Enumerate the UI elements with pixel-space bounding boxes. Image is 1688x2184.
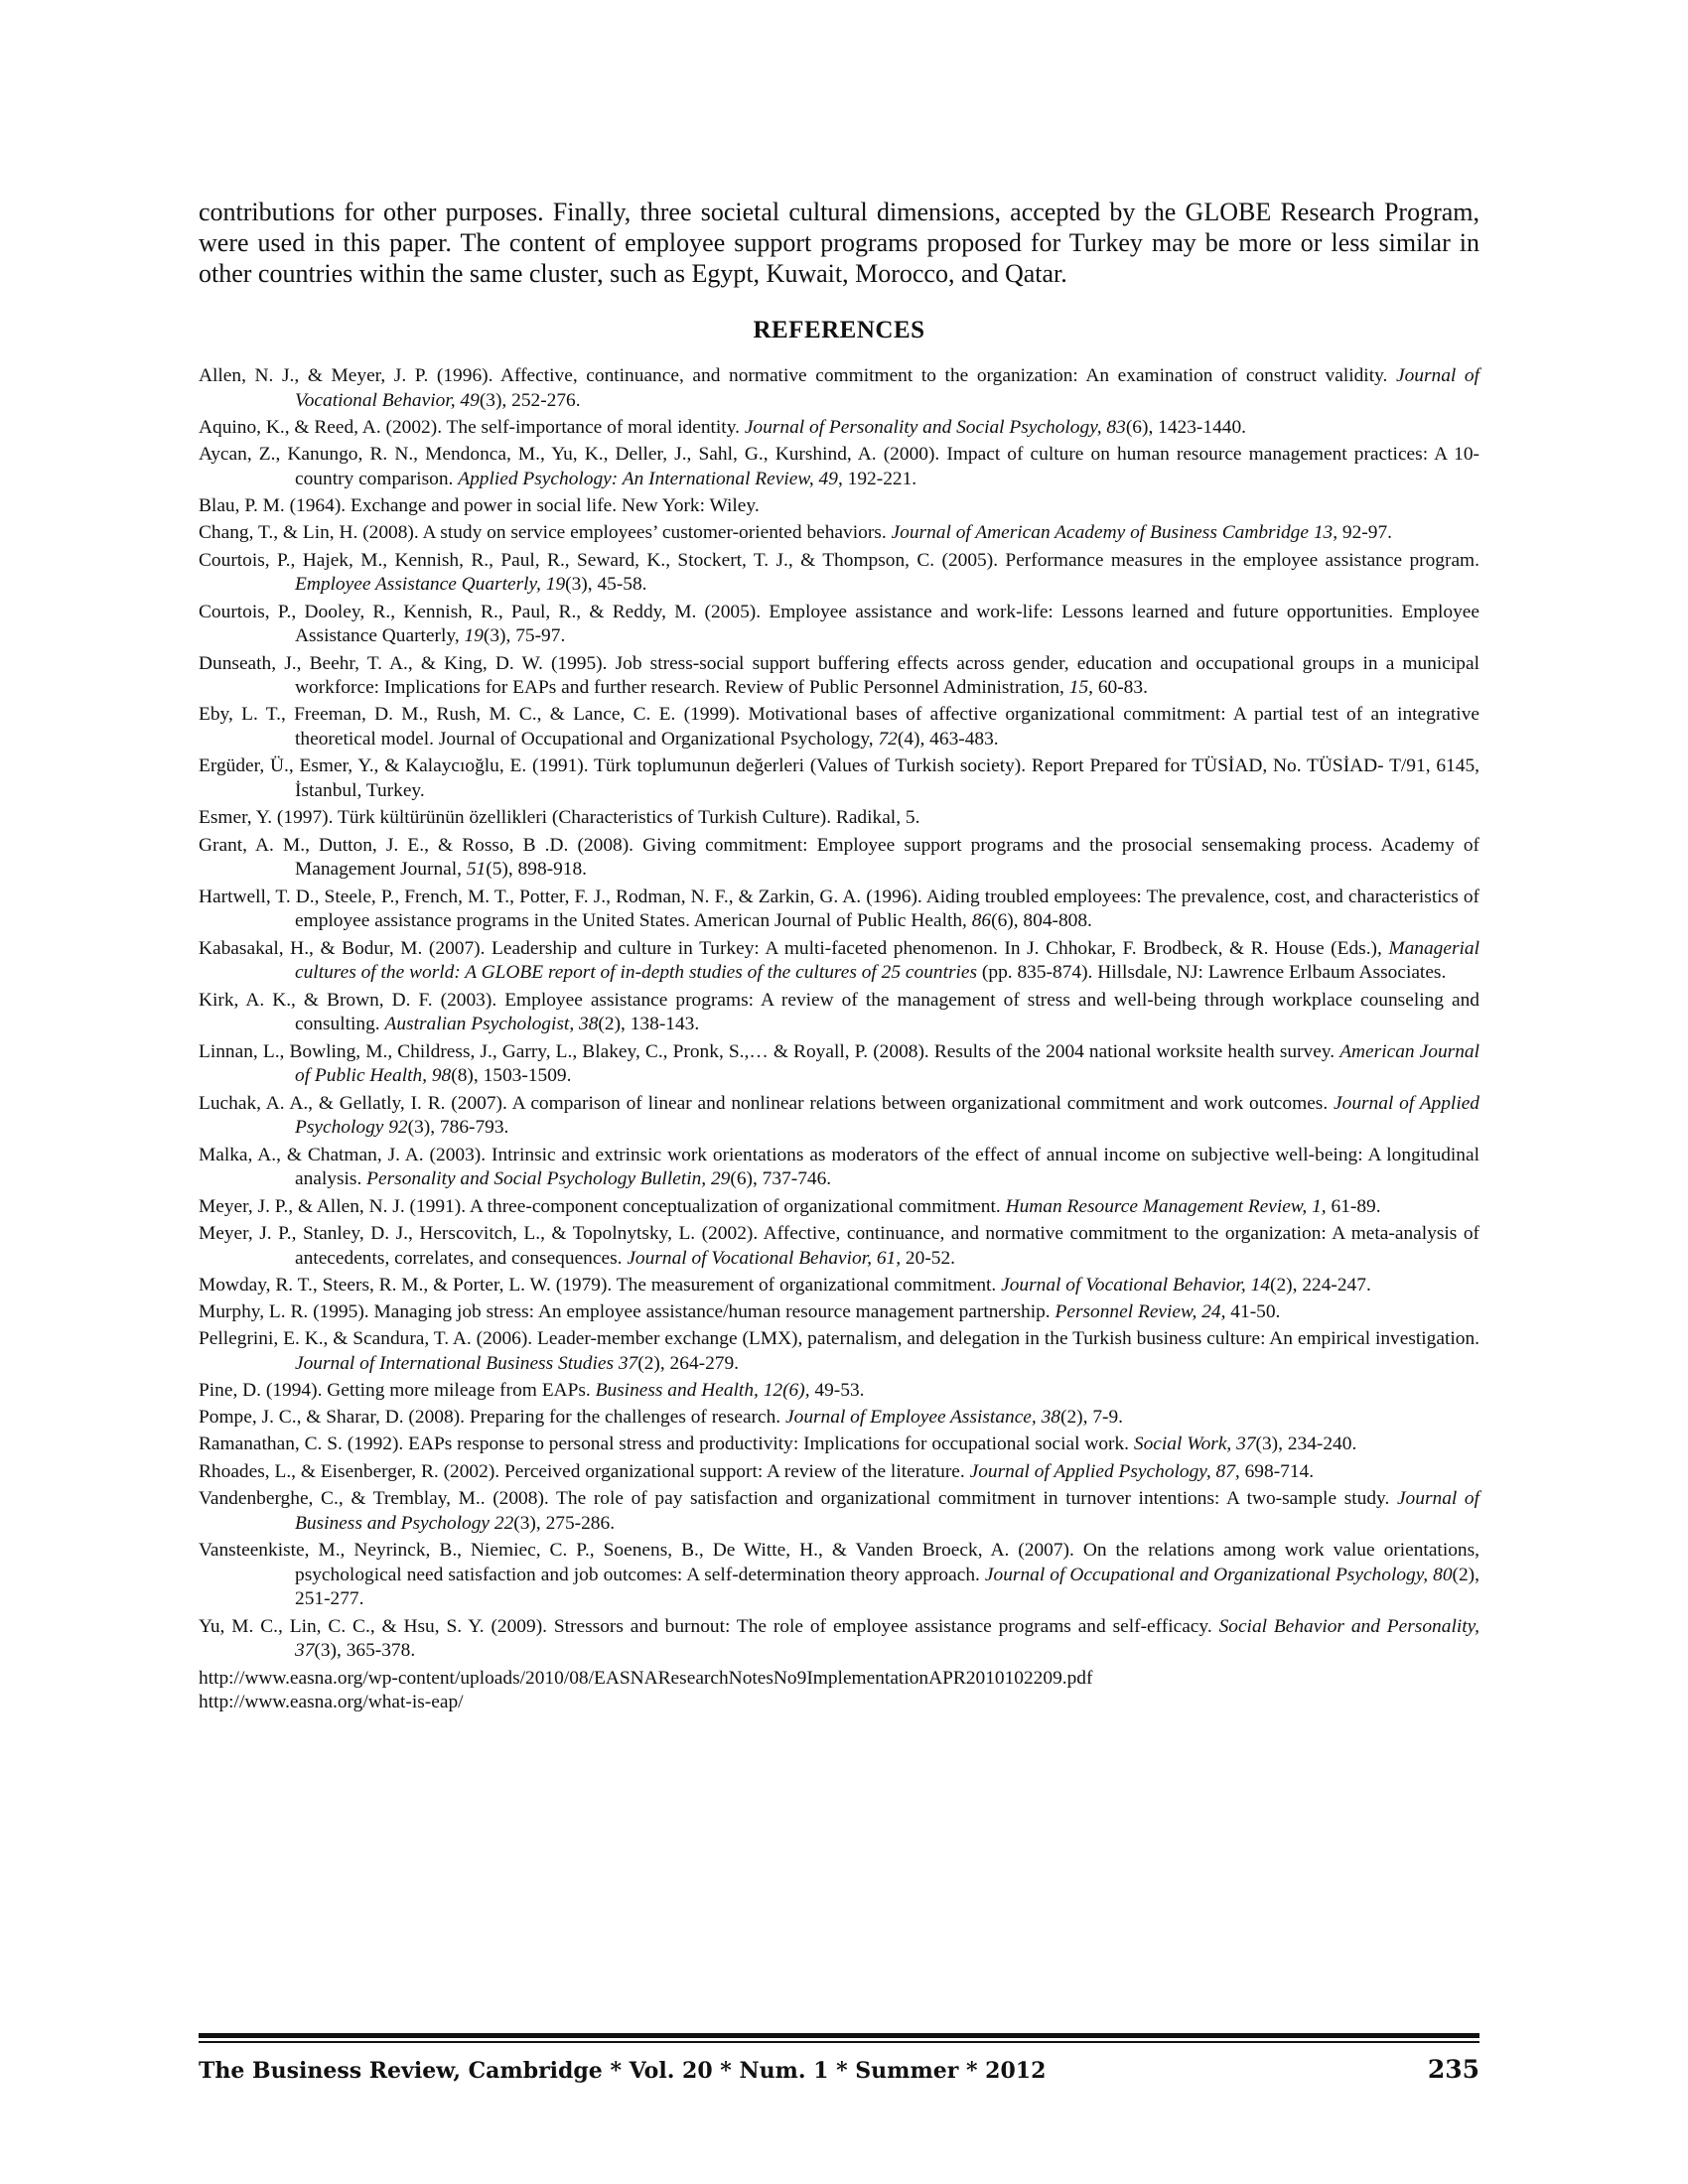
reference-locator: 61-89.: [1326, 1195, 1381, 1217]
reference-entry: [199, 1615, 1479, 1665]
reference-locator: (pp. 835-874). Hillsdale, NJ: Lawrence Erlbaum Associates.: [977, 962, 1447, 984]
reference-locator: (6), 1423-1440.: [1125, 416, 1247, 438]
reference-entry: [199, 1040, 1479, 1090]
reference-text: Kirk, A. K., & Brown, D. F. (2003). Employee assistance programs: A review of the management of stress and well-being through workplace counseling and consulting.: [199, 989, 1479, 1035]
reference-source: Journal of Employee Assistance, 38: [785, 1407, 1061, 1429]
reference-entry: [199, 1327, 1479, 1377]
reference-source: Social Behavior and Personality, 37: [295, 1615, 1479, 1662]
reference-entry: [199, 834, 1479, 884]
reference-source: Personnel Review, 24,: [1055, 1300, 1226, 1322]
reference-entry: [199, 1144, 1479, 1193]
url-list: [199, 1667, 1479, 1716]
reference-source: Journal of Personality and Social Psychology, 83: [744, 416, 1126, 438]
reference-text: Dunseath, J., Beehr, T. A., & King, D. W. (1995). Job stress-social support buffering effects across gender, education and occupational groups in a municipal workforce: Implications for EAPs and further research. Review of Public Personnel Administration,: [199, 652, 1479, 699]
reference-text: Ergüder, Ü., Esmer, Y., & Kalaycıoğlu, E. (1991). Türk toplumunun değerleri (Values of Turkish society). Report Prepared for TÜSİAD, No. TÜSİAD- T/91, 6145, İstanbul, Turkey.: [199, 755, 1479, 802]
reference-source: Journal of International Business Studies 37: [295, 1352, 638, 1374]
reference-entry: [199, 1195, 1479, 1220]
reference-locator: 49-53.: [809, 1380, 865, 1402]
web-url[interactable]: http://www.easna.org/wp-content/uploads/2010/08/EASNAResearchNotesNo9ImplementationAPR2010102209.pdf: [199, 1667, 1093, 1689]
reference-entry: [199, 549, 1479, 599]
reference-locator: (3), 234-240.: [1255, 1433, 1357, 1455]
reference-locator: (8), 1503-1509.: [451, 1065, 572, 1087]
reference-text: Ramanathan, C. S. (1992). EAPs response to personal stress and productivity: Implications for occupational social work.: [199, 1433, 1134, 1455]
reference-source: Employee Assistance Quarterly, 19: [295, 574, 566, 596]
page-number: 235: [1427, 2054, 1479, 2084]
footer-rule-thin: [199, 2041, 1479, 2043]
reference-locator: , 192-221.: [837, 468, 917, 489]
reference-locator: (2), 251-277.: [295, 1564, 1479, 1610]
reference-entry: [199, 886, 1479, 935]
reference-entry: [199, 1300, 1479, 1325]
intro-paragraph: contributions for other purposes. Finally, three societal cultural dimensions, accepted by the GLOBE Research Program, were used in this paper. The content of employee support programs proposed for Turkey may be more or less similar in other countries within the same cluster, such as Egypt, Kuwait, Morocco, and Qatar.: [199, 198, 1479, 288]
reference-source: Personality and Social Psychology Bulletin, 29: [366, 1168, 731, 1190]
reference-source: 51: [466, 859, 487, 881]
reference-locator: (4), 463-483.: [897, 729, 999, 751]
reference-source: Journal of Vocational Behavior, 49: [295, 365, 1479, 411]
reference-text: Vansteenkiste, M., Neyrinck, B., Niemiec, C. P., Soenens, B., De Witte, H., & Vanden Broeck, A. (2007). On the relations among work value orientations, psychological need satisfaction and job outcomes: A self-determination theory approach.: [199, 1539, 1479, 1585]
reference-source: Journal of Vocational Behavior, 14: [1001, 1274, 1271, 1296]
footer-journal-info: The Business Review, Cambridge * Vol. 20 * Num. 1 * Summer * 2012: [199, 2057, 1047, 2084]
reference-text: Malka, A., & Chatman, J. A. (2003). Intrinsic and extrinsic work orientations as moderators of the effect of annual income on subjective well-being: A longitudinal analysis.: [199, 1144, 1479, 1190]
reference-source: Journal of Applied Psychology 92: [295, 1092, 1480, 1139]
reference-locator: , 92-97.: [1333, 522, 1393, 544]
footer-row: [199, 2055, 1479, 2084]
reference-source: 72: [878, 729, 898, 751]
reference-source: Journal of Applied Psychology, 87,: [969, 1460, 1240, 1482]
reference-source: 15: [1068, 677, 1089, 699]
reference-text: Meyer, J. P., Stanley, D. J., Herscovitch, L., & Topolnytsky, L. (2002). Affective, continuance, and normative commitment to the organization: A meta-analysis of antecedents, correlates, and consequences.: [199, 1222, 1479, 1269]
reference-entry: [199, 1222, 1479, 1272]
reference-text: Meyer, J. P., & Allen, N. J. (1991). A three-component conceptualization of organizational commitment.: [199, 1195, 1006, 1217]
reference-entry: [199, 1274, 1479, 1298]
reference-locator: (3), 275-286.: [513, 1512, 616, 1534]
reference-list: [199, 364, 1479, 1664]
reference-text: Aycan, Z., Kanungo, R. N., Mendonca, M., Yu, K., Deller, J., Sahl, G., Kurshind, A. (2000). Impact of culture on human resource management practices: A 10-country comparison.: [199, 444, 1479, 489]
reference-source: 86: [971, 910, 992, 932]
reference-locator: (3), 365-378.: [314, 1640, 416, 1662]
reference-source: Business and Health, 12(6),: [595, 1380, 810, 1402]
reference-text: Rhoades, L., & Eisenberger, R. (2002). Perceived organizational support: A review of the literature.: [199, 1460, 970, 1482]
reference-text: Chang, T., & Lin, H. (2008). A study on service employees’ customer-oriented behaviors.: [199, 522, 892, 544]
reference-source: American Journal of Public Health, 98: [295, 1040, 1479, 1087]
reference-entry: [199, 989, 1479, 1038]
reference-text: Eby, L. T., Freeman, D. M., Rush, M. C., & Lance, C. E. (1999). Motivational bases of affective organizational commitment: A partial test of an integrative theoretical model. Journal of Occupational and Organizational Psychology,: [199, 704, 1479, 751]
page-footer: [199, 2033, 1479, 2084]
reference-entry: [199, 1092, 1479, 1142]
reference-text: Pompe, J. C., & Sharar, D. (2008). Preparing for the challenges of research.: [199, 1407, 786, 1429]
reference-text: Kabasakal, H., & Bodur, M. (2007). Leadership and culture in Turkey: A multi-faceted phenomenon. In J. Chhokar, F. Brodbeck, & R. House (Eds.),: [199, 937, 1389, 959]
reference-entry: [199, 601, 1479, 650]
reference-text: Grant, A. M., Dutton, J. E., & Rosso, B .D. (2008). Giving commitment: Employee support programs and the prosocial sensemaking process. Academy of Management Journal,: [199, 834, 1479, 881]
reference-source: Human Resource Management Review, 1,: [1005, 1195, 1327, 1217]
reference-source: Journal of American Academy of Business Cambridge 13: [891, 522, 1334, 544]
reference-locator: 41-50.: [1225, 1300, 1281, 1322]
web-url[interactable]: http://www.easna.org/what-is-eap/: [199, 1692, 464, 1713]
reference-entry: [199, 703, 1479, 752]
reference-entry: [199, 1406, 1479, 1431]
reference-text: Allen, N. J., & Meyer, J. P. (1996). Affective, continuance, and normative commitment to the organization: An examination of construct validity.: [199, 365, 1396, 386]
references-heading: REFERENCES: [753, 317, 925, 343]
reference-text: Mowday, R. T., Steers, R. M., & Porter, L. W. (1979). The measurement of organizational commitment.: [199, 1274, 1002, 1296]
reference-source: 19: [464, 625, 484, 647]
reference-text: Courtois, P., Hajek, M., Kennish, R., Paul, R., Seward, K., Stockert, T. J., & Thompson, C. (2005). Performance measures in the employee assistance program.: [199, 549, 1479, 571]
reference-source: Social Work, 37: [1133, 1433, 1256, 1455]
reference-text: Aquino, K., & Reed, A. (2002). The self-importance of moral identity.: [199, 416, 745, 438]
reference-source: Managerial cultures of the world: A GLOBE report of in-depth studies of the cultures of 25 countries: [295, 937, 1479, 984]
footer-rule-thick: [199, 2033, 1479, 2038]
reference-locator: (6), 804-808.: [991, 910, 1092, 932]
reference-entry: [199, 937, 1479, 987]
reference-entry: [199, 1433, 1479, 1457]
reference-entry: [199, 364, 1479, 414]
reference-text: Linnan, L., Bowling, M., Childress, J., Garry, L., Blakey, C., Pronk, S.,… & Royall, P. (2008). Results of the 2004 national worksite health survey.: [199, 1040, 1340, 1062]
reference-text: Luchak, A. A., & Gellatly, I. R. (2007). A comparison of linear and nonlinear relations between organizational commitment and work outcomes.: [199, 1092, 1335, 1114]
reference-source: Australian Psychologist, 38: [384, 1014, 599, 1035]
reference-entry: [199, 806, 1479, 831]
reference-locator: (6), 737-746.: [730, 1168, 832, 1190]
reference-entry: [199, 652, 1479, 702]
reference-text: Murphy, L. R. (1995). Managing job stress: An employee assistance/human resource management partnership.: [199, 1300, 1055, 1322]
reference-entry: [199, 443, 1479, 492]
reference-locator: (2), 7-9.: [1060, 1407, 1124, 1429]
reference-entry: [199, 1379, 1479, 1404]
reference-locator: (3), 252-276.: [479, 389, 581, 411]
reference-entry: [199, 754, 1479, 804]
reference-text: Vandenberghe, C., & Tremblay, M.. (2008). The role of pay satisfaction and organizational commitment in turnover intentions: A two-sample study.: [199, 1487, 1397, 1509]
reference-entry: [199, 494, 1479, 519]
reference-entry: [199, 1539, 1479, 1612]
reference-text: Pine, D. (1994). Getting more mileage from EAPs.: [199, 1380, 596, 1402]
page-body: [199, 197, 1479, 1715]
reference-text: Courtois, P., Dooley, R., Kennish, R., Paul, R., & Reddy, M. (2005). Employee assistance and work-life: Lessons learned and future opportunities. Employee Assistance Quarterly,: [199, 601, 1479, 647]
reference-locator: (3), 45-58.: [565, 574, 647, 596]
reference-entry: [199, 521, 1479, 546]
reference-text: Hartwell, T. D., Steele, P., French, M. T., Potter, F. J., Rodman, N. F., & Zarkin, G. A. (1996). Aiding troubled employees: The prevalence, cost, and characteristics of employee assistance programs in the United States. American Journal of Public Health,: [199, 886, 1479, 932]
reference-entry: [199, 1460, 1479, 1485]
reference-text: Blau, P. M. (1964). Exchange and power in social life. New York: Wiley.: [199, 495, 760, 517]
reference-text: Esmer, Y. (1997). Türk kültürünün özellikleri (Characteristics of Turkish Culture). Radikal, 5.: [199, 807, 920, 829]
reference-locator: (5), 898-918.: [486, 859, 588, 881]
reference-locator: 20-52.: [901, 1247, 956, 1269]
reference-source: Journal of Vocational Behavior, 61,: [627, 1247, 902, 1269]
reference-locator: 698-714.: [1239, 1460, 1315, 1482]
reference-locator: , 60-83.: [1088, 677, 1148, 699]
reference-entry: [199, 1487, 1479, 1537]
reference-source: Journal of Business and Psychology 22: [295, 1487, 1480, 1534]
reference-locator: (3), 786-793.: [407, 1117, 509, 1139]
reference-locator: (3), 75-97.: [483, 625, 566, 647]
reference-entry: [199, 416, 1479, 441]
reference-source: Applied Psychology: An International Review, 49: [458, 468, 838, 489]
reference-locator: (2), 224-247.: [1270, 1274, 1371, 1296]
reference-locator: (2), 138-143.: [598, 1014, 700, 1035]
reference-text: Pellegrini, E. K., & Scandura, T. A. (2006). Leader-member exchange (LMX), paternalism, and delegation in the Turkish business culture: An empirical investigation.: [199, 1328, 1479, 1350]
reference-locator: (2), 264-279.: [637, 1352, 740, 1374]
reference-source: Journal of Occupational and Organizational Psychology, 80: [984, 1564, 1453, 1585]
reference-text: Yu, M. C., Lin, C. C., & Hsu, S. Y. (2009). Stressors and burnout: The role of employee assistance programs and self-efficacy.: [199, 1615, 1219, 1637]
